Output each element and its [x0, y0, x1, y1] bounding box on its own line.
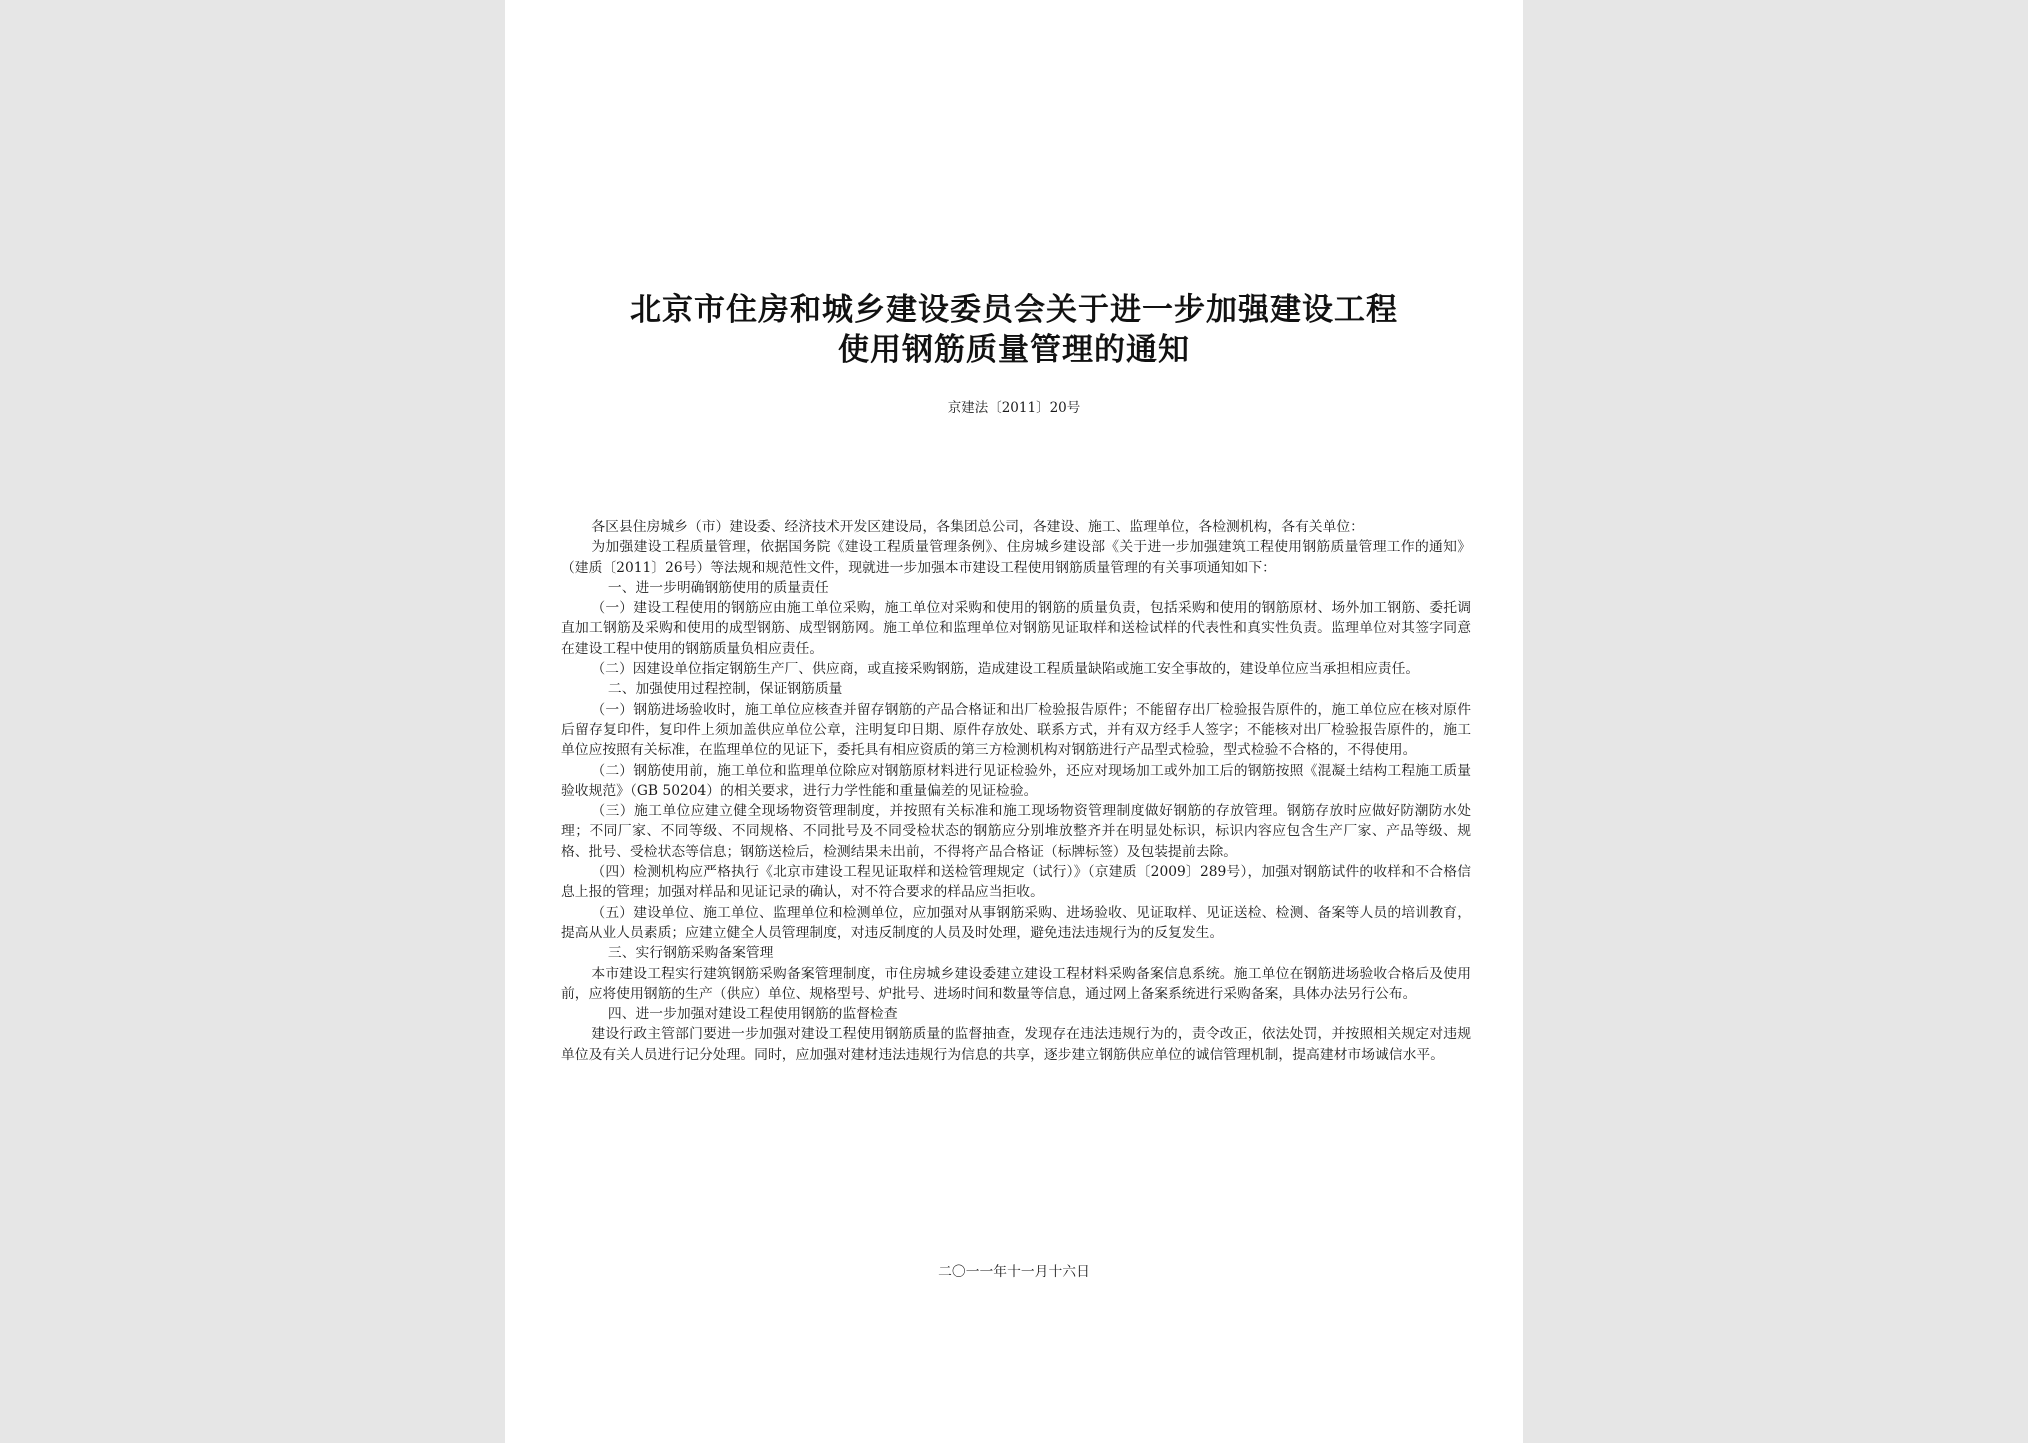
paragraph: 建设行政主管部门要进一步加强对建设工程使用钢筋质量的监督抽查，发现存在违法违规行为的，责令改正，依法处罚，并按照相关规定对违规单位及有关人员进行记分处理。同时，应加强对建材违法违规行为信息的共享，逐步建立钢筋供应单位的诚信管理机制，提高建材市场诚信水平。 — [561, 1026, 1471, 1063]
title-line-2: 使用钢筋质量管理的通知 — [838, 332, 1190, 368]
section-heading-1: 一、进一步明确钢筋使用的质量责任 — [607, 579, 829, 596]
section-heading-4: 四、进一步加强对建设工程使用钢筋的监督检查 — [607, 1006, 898, 1023]
addressee: 各区县住房城乡（市）建设委、经济技术开发区建设局，各集团总公司，各建设、施工、监理单位，各检测机构，各有关单位： — [591, 519, 1364, 535]
paragraph: （四）检测机构应严格执行《北京市建设工程见证取样和送检管理规定（试行）》（京建质〔2009〕289号），加强对钢筋试件的收样和不合格信息上报的管理；加强对样品和见证记录的确认，对不符合要求的样品应当拒收。 — [561, 864, 1471, 901]
document-title — [505, 290, 1523, 370]
section-heading-3: 三、实行钢筋采购备案管理 — [607, 945, 774, 962]
paragraph: （二）因建设单位指定钢筋生产厂、供应商，或直接采购钢筋，造成建设工程质量缺陷或施工安全事故的，建设单位应当承担相应责任。 — [591, 661, 1420, 678]
title-line-1: 北京市住房和城乡建设委员会关于进一步加强建设工程 — [630, 292, 1398, 328]
paragraph: （一）钢筋进场验收时，施工单位应核查并留存钢筋的产品合格证和出厂检验报告原件；不能留存出厂检验报告原件的，施工单位应在核对原件后留存复印件，复印件上须加盖供应单位公章，注明复印日期、原件存放处、联系方式，并有双方经手人签字；不能核对出厂检验报告原件的，施工单位应按照有关标准，在监理单位的见证下，委托具有相应资质的第三方检测机构对钢筋进行产品型式检验，型式检验不合格的，不得使用。 — [561, 701, 1471, 759]
paragraph: （二）钢筋使用前，施工单位和监理单位除应对钢筋原材料进行见证检验外，还应对现场加工或外加工后的钢筋按照《混凝土结构工程施工质量验收规范》（GB 50204）的相关要求，进行力学性能和重量偏差的见证检验。 — [561, 762, 1471, 799]
section-heading-2: 二、加强使用过程控制，保证钢筋质量 — [607, 681, 843, 698]
document-body — [561, 517, 1471, 1065]
paragraph: （一）建设工程使用的钢筋应由施工单位采购，施工单位对采购和使用的钢筋的质量负责，包括采购和使用的钢筋原材、场外加工钢筋、委托调直加工钢筋及采购和使用的成型钢筋、成型钢筋网。施工单位和监理单位对钢筋见证取样和送检试样的代表性和真实性负责。监理单位对其签字同意在建设工程中使用的钢筋质量负相应责任。 — [561, 600, 1471, 657]
intro-paragraph: 为加强建设工程质量管理，依据国务院《建设工程质量管理条例》、住房城乡建设部《关于进一步加强建筑工程使用钢筋质量管理工作的通知》（建质〔2011〕26号）等法规和规范性文件，现就进一步加强本市建设工程使用钢筋质量管理的有关事项通知如下： — [561, 539, 1471, 576]
paragraph: （五）建设单位、施工单位、监理单位和检测单位，应加强对从事钢筋采购、进场验收、见证取样、见证送检、检测、备案等人员的培训教育，提高从业人员素质；应建立健全人员管理制度，对违反制度的人员及时处理，避免违法违规行为的反复发生。 — [561, 904, 1471, 941]
document-number: 京建法〔2011〕20号 — [947, 400, 1081, 416]
document-date: 二〇一一年十一月十六日 — [938, 1264, 1090, 1280]
paragraph: 本市建设工程实行建筑钢筋采购备案管理制度，市住房城乡建设委建立建设工程材料采购备案信息系统。施工单位在钢筋进场验收合格后及使用前，应将使用钢筋的生产（供应）单位、规格型号、炉批号、进场时间和数量等信息，通过网上备案系统进行采购备案，具体办法另行公布。 — [561, 965, 1471, 1002]
document-page — [505, 0, 1523, 1443]
paragraph: （三）施工单位应建立健全现场物资管理制度，并按照有关标准和施工现场物资管理制度做好钢筋的存放管理。钢筋存放时应做好防潮防水处理；不同厂家、不同等级、不同规格、不同批号及不同受检状态的钢筋应分别堆放整齐并在明显处标识，标识内容应包含生产厂家、产品等级、规格、批号、受检状态等信息；钢筋送检后，检测结果未出前，不得将产品合格证（标牌标签）及包装提前去除。 — [561, 803, 1471, 860]
